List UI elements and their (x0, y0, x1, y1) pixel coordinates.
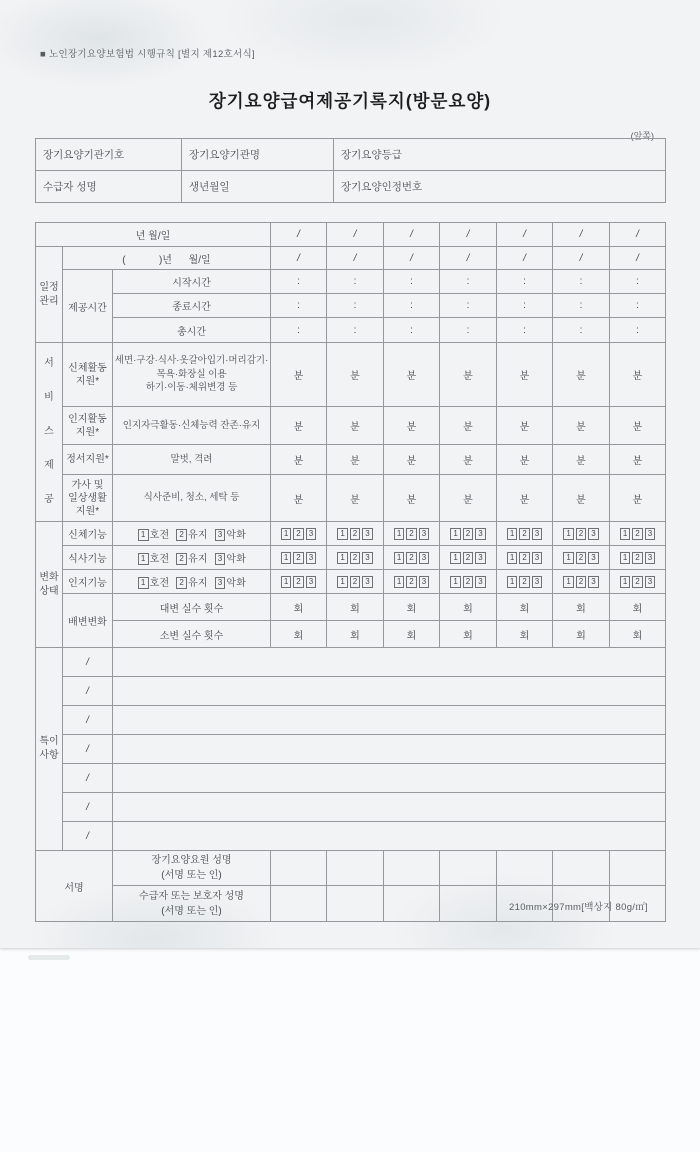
boxed-digit: 3 (215, 529, 226, 541)
status-options: 1 호전 2 유지 3 악화 (113, 546, 271, 570)
boxed-digit: 2 (293, 576, 303, 588)
boxed-digit: 1 (563, 576, 573, 588)
count-cell: 회 (440, 594, 497, 621)
boxed-digit: 3 (475, 576, 485, 588)
boxed-digit: 3 (306, 576, 316, 588)
housework-support-row (36, 475, 666, 522)
time-cell: : (440, 270, 497, 294)
time-cell: : (271, 318, 327, 343)
status-options: 1 호전 2 유지 3 악화 (113, 570, 271, 594)
time-cell: : (553, 318, 610, 343)
service-desc: 인지자극활동·신체능력 잔존·유지 (113, 407, 271, 445)
minutes-cell: 분 (610, 407, 666, 445)
paper-spec-footer: 210mm×297mm[백상지 80g/㎡] (509, 902, 648, 913)
boxed-digit: 1 (337, 576, 347, 588)
status-choice-cell (610, 546, 666, 570)
boxed-digit: 2 (463, 528, 473, 540)
boxed-digit: 2 (463, 576, 473, 588)
minutes-cell: 분 (384, 343, 440, 407)
minutes-cell: 분 (384, 407, 440, 445)
boxed-digit: 1 (507, 576, 517, 588)
time-cell: : (610, 294, 666, 318)
boxed-digit: 3 (306, 552, 316, 564)
note-date-cell: / (63, 735, 113, 764)
signature-cell (497, 851, 553, 886)
minutes-cell: 분 (497, 475, 553, 522)
service-label: 정서지원* (63, 445, 113, 475)
boxed-digit: 3 (532, 528, 542, 540)
minutes-cell: 분 (610, 445, 666, 475)
info-row (36, 171, 666, 203)
note-content-cell (113, 764, 666, 793)
boxed-digit: 2 (576, 552, 586, 564)
boxed-digit: 2 (463, 552, 473, 564)
minutes-cell: 분 (497, 407, 553, 445)
bowel-row-label: 소변 실수 횟수 (113, 621, 271, 648)
boxed-digit: 1 (394, 552, 404, 564)
certification-number-cell: 장기요양인정번호 (334, 171, 666, 203)
institution-code-cell: 장기요양기관기호 (36, 139, 182, 171)
status-choice-cell (553, 570, 610, 594)
note-row (36, 677, 666, 706)
date-header-row (36, 223, 666, 247)
boxed-digit: 1 (620, 576, 630, 588)
date-cell: / (384, 247, 440, 270)
boxed-digit: 2 (350, 528, 360, 540)
status-choice-cell (327, 522, 384, 546)
scan-smudge (28, 955, 70, 960)
minutes-cell: 분 (271, 343, 327, 407)
bowel-count-row (36, 594, 666, 621)
total-time-row (36, 318, 666, 343)
signature-cell (384, 886, 440, 922)
note-content-cell (113, 822, 666, 851)
time-cell: : (327, 294, 384, 318)
signature-cell (384, 851, 440, 886)
note-row (36, 648, 666, 677)
status-choice-cell (553, 522, 610, 546)
end-time-row (36, 294, 666, 318)
signature-cell (440, 886, 497, 922)
boxed-digit: 1 (450, 528, 460, 540)
care-grade-cell: 장기요양등급 (334, 139, 666, 171)
note-content-cell (113, 706, 666, 735)
cognitive-support-row (36, 407, 666, 445)
physical-function-row (36, 522, 666, 546)
boxed-digit: 3 (475, 552, 485, 564)
date-cell: / (497, 223, 553, 247)
time-cell: : (553, 294, 610, 318)
note-row (36, 793, 666, 822)
emotional-support-row (36, 445, 666, 475)
time-cell: : (384, 318, 440, 343)
boxed-digit: 2 (576, 528, 586, 540)
cognitive-function-row (36, 570, 666, 594)
boxed-digit: 1 (507, 528, 517, 540)
minutes-cell: 분 (553, 343, 610, 407)
note-date-cell: / (63, 648, 113, 677)
minutes-cell: 분 (553, 445, 610, 475)
bowel-group-label: 배변변화 (63, 594, 113, 648)
boxed-digit: 3 (588, 576, 598, 588)
minutes-cell: 분 (553, 407, 610, 445)
bowel-row-label: 대변 실수 횟수 (113, 594, 271, 621)
count-cell: 회 (384, 621, 440, 648)
status-choice-cell (497, 522, 553, 546)
status-choice-cell (553, 546, 610, 570)
minutes-cell: 분 (497, 445, 553, 475)
boxed-digit: 3 (215, 577, 226, 589)
boxed-digit: 3 (588, 528, 598, 540)
end-time-label: 종료시간 (113, 294, 271, 318)
signature-cell (553, 851, 610, 886)
boxed-digit: 3 (419, 528, 429, 540)
minutes-cell: 분 (327, 445, 384, 475)
date-cell: / (497, 247, 553, 270)
count-cell: 회 (497, 621, 553, 648)
boxed-digit: 1 (337, 528, 347, 540)
status-choice-cell (384, 522, 440, 546)
date-header-cell: 년 월/일 (36, 223, 271, 247)
boxed-digit: 3 (532, 552, 542, 564)
note-row (36, 735, 666, 764)
minutes-cell: 분 (327, 407, 384, 445)
boxed-digit: 2 (632, 528, 642, 540)
status-row-label: 식사기능 (63, 546, 113, 570)
count-cell: 회 (553, 621, 610, 648)
boxed-digit: 2 (519, 576, 529, 588)
count-cell: 회 (497, 594, 553, 621)
time-cell: : (271, 270, 327, 294)
time-cell: : (440, 318, 497, 343)
boxed-digit: 1 (450, 552, 460, 564)
status-choice-cell (271, 570, 327, 594)
boxed-digit: 2 (519, 552, 529, 564)
boxed-digit: 1 (281, 576, 291, 588)
date-cell: / (327, 223, 384, 247)
service-desc: 세면·구강·식사·옷갈아입기·머리감기· 목욕·화장실 이용 하기·이동·체위변경 등 (113, 343, 271, 407)
note-date-cell: / (63, 764, 113, 793)
date-cell: / (610, 223, 666, 247)
form-title: 장기요양급여제공기록지(방문요양) (208, 91, 492, 111)
boxed-digit: 1 (563, 528, 573, 540)
date-cell: / (553, 223, 610, 247)
date-cell: / (553, 247, 610, 270)
count-cell: 회 (440, 621, 497, 648)
minutes-cell: 분 (440, 343, 497, 407)
minutes-cell: 분 (327, 343, 384, 407)
note-row (36, 764, 666, 793)
status-choice-cell (440, 546, 497, 570)
boxed-digit: 3 (215, 553, 226, 565)
boxed-digit: 3 (588, 552, 598, 564)
date-cell: / (271, 223, 327, 247)
note-date-cell: / (63, 677, 113, 706)
status-choice-cell (327, 546, 384, 570)
time-cell: : (327, 318, 384, 343)
physical-support-row (36, 343, 666, 407)
boxed-digit: 2 (350, 552, 360, 564)
caregiver-signature-row (36, 851, 666, 886)
count-cell: 회 (271, 594, 327, 621)
boxed-digit: 1 (394, 576, 404, 588)
minutes-cell: 분 (497, 343, 553, 407)
note-content-cell (113, 735, 666, 764)
signature-cell (271, 886, 327, 922)
boxed-digit: 2 (293, 528, 303, 540)
note-content-cell (113, 793, 666, 822)
boxed-digit: 1 (394, 528, 404, 540)
boxed-digit: 2 (176, 529, 187, 541)
time-cell: : (384, 294, 440, 318)
boxed-digit: 2 (176, 577, 187, 589)
status-choice-cell (497, 570, 553, 594)
service-desc: 식사준비, 청소, 세탁 등 (113, 475, 271, 522)
status-choice-cell (610, 570, 666, 594)
boxed-digit: 3 (419, 552, 429, 564)
count-cell: 회 (327, 621, 384, 648)
schedule-group-label: 일정 관리 (36, 247, 63, 343)
minutes-cell: 분 (610, 343, 666, 407)
signature-cell (327, 886, 384, 922)
minutes-cell: 분 (271, 475, 327, 522)
date-cell: / (440, 247, 497, 270)
time-cell: : (610, 270, 666, 294)
boxed-digit: 3 (362, 552, 372, 564)
front-side-label: (앞쪽) (630, 131, 654, 141)
boxed-digit: 1 (138, 553, 149, 565)
minutes-cell: 분 (271, 407, 327, 445)
boxed-digit: 1 (620, 528, 630, 540)
minutes-cell: 분 (271, 445, 327, 475)
status-choice-cell (440, 570, 497, 594)
time-cell: : (553, 270, 610, 294)
minutes-cell: 분 (610, 475, 666, 522)
minutes-cell: 분 (384, 475, 440, 522)
boxed-digit: 2 (350, 576, 360, 588)
time-cell: : (497, 270, 553, 294)
services-group-label: 서 비 스 제 공 (36, 343, 63, 522)
note-date-cell: / (63, 822, 113, 851)
boxed-digit: 1 (563, 552, 573, 564)
time-cell: : (327, 270, 384, 294)
provision-time-label: 제공시간 (63, 270, 113, 343)
institution-name-cell: 장기요양기관명 (182, 139, 334, 171)
count-cell: 회 (327, 594, 384, 621)
boxed-digit: 3 (532, 576, 542, 588)
service-label: 신체활동 지원* (63, 343, 113, 407)
boxed-digit: 2 (632, 552, 642, 564)
boxed-digit: 1 (138, 577, 149, 589)
date-cell: / (384, 223, 440, 247)
status-choice-cell (271, 522, 327, 546)
start-time-label: 시작시간 (113, 270, 271, 294)
time-cell: : (610, 318, 666, 343)
sign-row-label: 장기요양요원 성명 (서명 또는 인) (113, 851, 271, 886)
care-record-table (35, 222, 666, 922)
note-row (36, 706, 666, 735)
recipient-name-cell: 수급자 성명 (36, 171, 182, 203)
boxed-digit: 1 (138, 529, 149, 541)
boxed-digit: 3 (362, 576, 372, 588)
count-cell: 회 (271, 621, 327, 648)
status-row-label: 인지기능 (63, 570, 113, 594)
boxed-digit: 2 (406, 528, 416, 540)
boxed-digit: 3 (645, 552, 655, 564)
count-cell: 회 (610, 621, 666, 648)
note-date-cell: / (63, 706, 113, 735)
minutes-cell: 분 (440, 445, 497, 475)
boxed-digit: 1 (507, 552, 517, 564)
boxed-digit: 3 (645, 576, 655, 588)
date-cell: / (610, 247, 666, 270)
status-choice-cell (497, 546, 553, 570)
count-cell: 회 (553, 594, 610, 621)
status-choice-cell (384, 570, 440, 594)
boxed-digit: 1 (281, 552, 291, 564)
time-cell: : (440, 294, 497, 318)
boxed-digit: 2 (519, 528, 529, 540)
eating-function-row (36, 546, 666, 570)
time-cell: : (384, 270, 440, 294)
year-month-row (36, 247, 666, 270)
birth-date-cell: 생년월일 (182, 171, 334, 203)
boxed-digit: 3 (362, 528, 372, 540)
boxed-digit: 2 (176, 553, 187, 565)
status-row-label: 신체기능 (63, 522, 113, 546)
note-content-cell (113, 677, 666, 706)
signature-cell (610, 851, 666, 886)
time-cell: : (497, 294, 553, 318)
urine-count-row (36, 621, 666, 648)
boxed-digit: 3 (475, 528, 485, 540)
boxed-digit: 2 (293, 552, 303, 564)
total-time-label: 총시간 (113, 318, 271, 343)
status-choice-cell (384, 546, 440, 570)
info-row (36, 139, 666, 171)
service-desc: 말벗, 격려 (113, 445, 271, 475)
minutes-cell: 분 (440, 407, 497, 445)
sign-row-label: 수급자 또는 보호자 성명 (서명 또는 인) (113, 886, 271, 922)
start-time-row (36, 270, 666, 294)
status-options: 1 호전 2 유지 3 악화 (113, 522, 271, 546)
boxed-digit: 1 (450, 576, 460, 588)
minutes-cell: 분 (384, 445, 440, 475)
boxed-digit: 2 (406, 552, 416, 564)
date-cell: / (327, 247, 384, 270)
regulation-notice: ■ 노인장기요양보험법 시행규칙 [별지 제12호서식] (40, 49, 255, 60)
status-group-label: 변화 상태 (36, 522, 63, 648)
boxed-digit: 2 (406, 576, 416, 588)
recipient-info-table (35, 138, 666, 203)
signature-cell (271, 851, 327, 886)
minutes-cell: 분 (553, 475, 610, 522)
signature-cell (440, 851, 497, 886)
boxed-digit: 1 (620, 552, 630, 564)
time-cell: : (271, 294, 327, 318)
minutes-cell: 분 (440, 475, 497, 522)
count-cell: 회 (384, 594, 440, 621)
count-cell: 회 (610, 594, 666, 621)
status-choice-cell (271, 546, 327, 570)
date-cell: / (271, 247, 327, 270)
status-choice-cell (440, 522, 497, 546)
status-choice-cell (327, 570, 384, 594)
boxed-digit: 2 (632, 576, 642, 588)
service-label: 가사 및 일상생활 지원* (63, 475, 113, 522)
boxed-digit: 2 (576, 576, 586, 588)
notes-group-label: 특이 사항 (36, 648, 63, 851)
sign-group-label: 서명 (36, 851, 113, 922)
minutes-cell: 분 (327, 475, 384, 522)
note-row (36, 822, 666, 851)
signature-cell (327, 851, 384, 886)
note-content-cell (113, 648, 666, 677)
boxed-digit: 3 (419, 576, 429, 588)
boxed-digit: 1 (281, 528, 291, 540)
service-label: 인지활동 지원* (63, 407, 113, 445)
boxed-digit: 3 (306, 528, 316, 540)
year-month-day-cell: ( )년 월/일 (63, 247, 271, 270)
boxed-digit: 1 (337, 552, 347, 564)
note-date-cell: / (63, 793, 113, 822)
boxed-digit: 3 (645, 528, 655, 540)
date-cell: / (440, 223, 497, 247)
time-cell: : (497, 318, 553, 343)
status-choice-cell (610, 522, 666, 546)
